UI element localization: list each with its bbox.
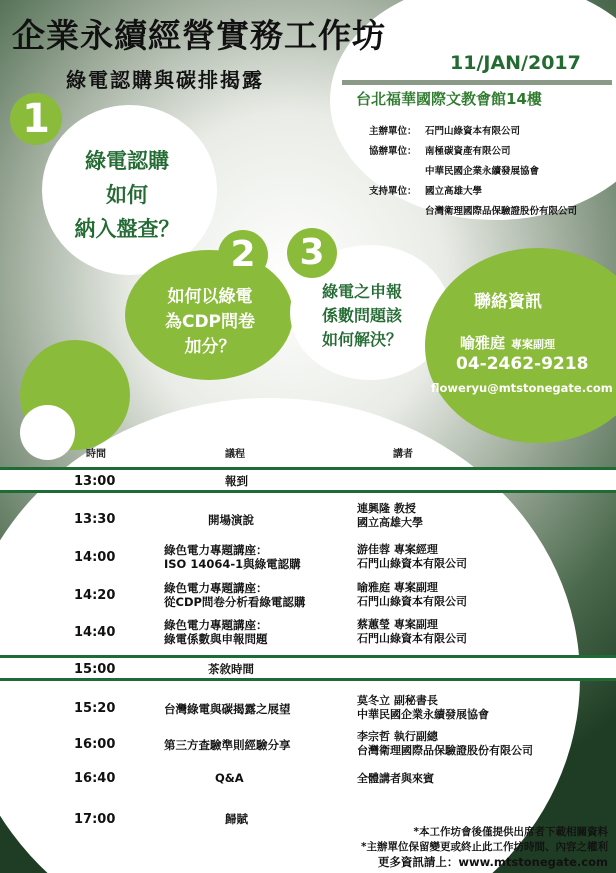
question-line: 綠電認購 [85, 149, 169, 173]
question-line: 如何解決？ [321, 330, 402, 349]
speaker-name: 蔡蕙瑩 專案副理 [357, 618, 438, 631]
topic-line: 綠色電力專題講座： [164, 618, 268, 632]
schedule-time: 14:00 [74, 550, 116, 565]
schedule-time: 15:20 [74, 701, 116, 716]
speaker-org: 石門山綠資本有限公司 [357, 557, 467, 570]
contact-heading: 聯絡資訊 [474, 292, 542, 312]
schedule-topic [164, 581, 305, 609]
schedule-speaker [357, 772, 434, 786]
question-3-number: 3 [299, 232, 325, 273]
question-1-text [52, 144, 202, 246]
schedule-speaker [357, 502, 423, 530]
schedule-speaker [357, 694, 489, 722]
question-line: 如何 [106, 183, 148, 207]
footnote-website[interactable]: 更多資訊請上：www.mtstonegate.com [377, 855, 608, 869]
organizer-name: 石門山綠資本有限公司 [425, 126, 521, 137]
schedule-time: 14:20 [74, 588, 116, 603]
speaker-name: 莫冬立 副秘書長 [357, 694, 438, 707]
contact-person [460, 332, 555, 353]
organizer-row-co-host [369, 143, 511, 157]
question-line: 加分？ [184, 337, 236, 357]
question-line: 綠電之申報 [321, 282, 402, 301]
speaker-name: 游佳蓉 專案經理 [357, 543, 438, 556]
schedule-time: 16:40 [74, 771, 116, 786]
decor-white-small-circle [20, 405, 75, 460]
speaker-name: 喻雅庭 專案副理 [357, 581, 438, 594]
schedule-topic: 台灣綠電與碳揭露之展望 [164, 702, 291, 716]
event-venue: 台北福華國際文教會館14樓 [356, 90, 542, 108]
organizer-row-supporter [369, 183, 482, 197]
schedule-speaker [357, 730, 533, 758]
schedule-topic [164, 618, 268, 646]
schedule-topic: Q&A [215, 771, 244, 785]
question-line: 為CDP問卷 [164, 312, 256, 332]
schedule-topic: 歸賦 [225, 812, 248, 826]
schedule-time: 13:00 [74, 474, 116, 489]
question-line: 係數問題該 [321, 306, 402, 325]
question-1-number: 1 [22, 96, 50, 142]
contact-phone: 04-2462-9218 [456, 354, 589, 374]
contact-name: 喻雅庭 [460, 334, 506, 352]
organizer-row-co-host-2 [425, 163, 539, 177]
topic-line: 從CDP問卷分析看綠電認購 [164, 595, 306, 609]
schedule-header-time: 時間 [86, 449, 106, 460]
schedule-speaker [357, 581, 467, 609]
speaker-org: 中華民國企業永續發展協會 [357, 708, 489, 721]
question-2-number: 2 [230, 234, 256, 275]
footnote-download: *本工作坊會後僅提供出席者下載相關資料 [413, 826, 608, 838]
schedule-time: 17:00 [74, 812, 116, 827]
contact-role: 專案副理 [511, 338, 556, 351]
organizer-row-host [369, 123, 520, 137]
event-date: 11/JAN/2017 [450, 52, 581, 74]
schedule-topic: 茶敘時間 [208, 662, 254, 676]
schedule-topic: 第三方查驗準則經驗分享 [164, 738, 291, 752]
speaker-name: 李宗哲 執行副總 [357, 730, 438, 743]
speaker-org: 台灣衛理國際品保驗證股份有限公司 [357, 744, 533, 757]
schedule-topic [164, 543, 301, 571]
speaker-org: 石門山綠資本有限公司 [357, 595, 467, 608]
footnote-rights: *主辦單位保留變更或終止此工作坊時間、內容之權利 [361, 841, 608, 853]
schedule-time: 15:00 [74, 662, 116, 677]
organizer-name: 中華民國企業永續發展協會 [425, 166, 540, 177]
schedule-time: 14:40 [74, 625, 116, 640]
schedule-topic: 開場演說 [208, 513, 254, 527]
speaker-name: 全體講者與來賓 [357, 772, 434, 785]
question-2-text [135, 285, 285, 360]
speaker-org: 石門山綠資本有限公司 [357, 632, 467, 645]
date-underline-bar [342, 80, 612, 85]
schedule-time: 16:00 [74, 737, 116, 752]
speaker-name: 連興隆 教授 [357, 502, 416, 515]
question-3-text [292, 280, 432, 352]
schedule-speaker [357, 618, 467, 646]
organizer-label: 支持單位： [369, 186, 417, 197]
question-line: 納入盤查？ [74, 217, 180, 241]
organizer-name: 台灣衛理國際品保驗證股份有限公司 [425, 206, 578, 217]
organizer-label: 主辦單位： [369, 126, 417, 137]
organizer-label: 協辦單位： [369, 146, 417, 157]
topic-line: 綠色電力專題講座： [164, 581, 268, 595]
organizer-name: 南極碳資產有限公司 [425, 146, 511, 157]
organizer-row-supporter-2 [425, 203, 577, 217]
schedule-header-topic: 議程 [225, 449, 245, 460]
contact-email[interactable]: floweryu@mtstonegate.com [431, 381, 613, 395]
topic-line: ISO 14064-1與綠電認購 [164, 557, 301, 571]
schedule-topic: 報到 [225, 474, 248, 488]
schedule-time: 13:30 [74, 512, 116, 527]
schedule-header-speaker: 講者 [393, 449, 413, 460]
topic-line: 綠電係數與申報問題 [164, 632, 268, 646]
speaker-org: 國立高雄大學 [357, 516, 423, 529]
schedule-speaker [357, 543, 467, 571]
organizer-name: 國立高雄大學 [425, 186, 483, 197]
question-line: 如何以綠電 [167, 287, 253, 307]
topic-line: 綠色電力專題講座： [164, 543, 268, 557]
workshop-title: 企業永續經營實務工作坊 [12, 16, 386, 55]
workshop-subtitle: 綠電認購與碳排揭露 [66, 68, 264, 92]
